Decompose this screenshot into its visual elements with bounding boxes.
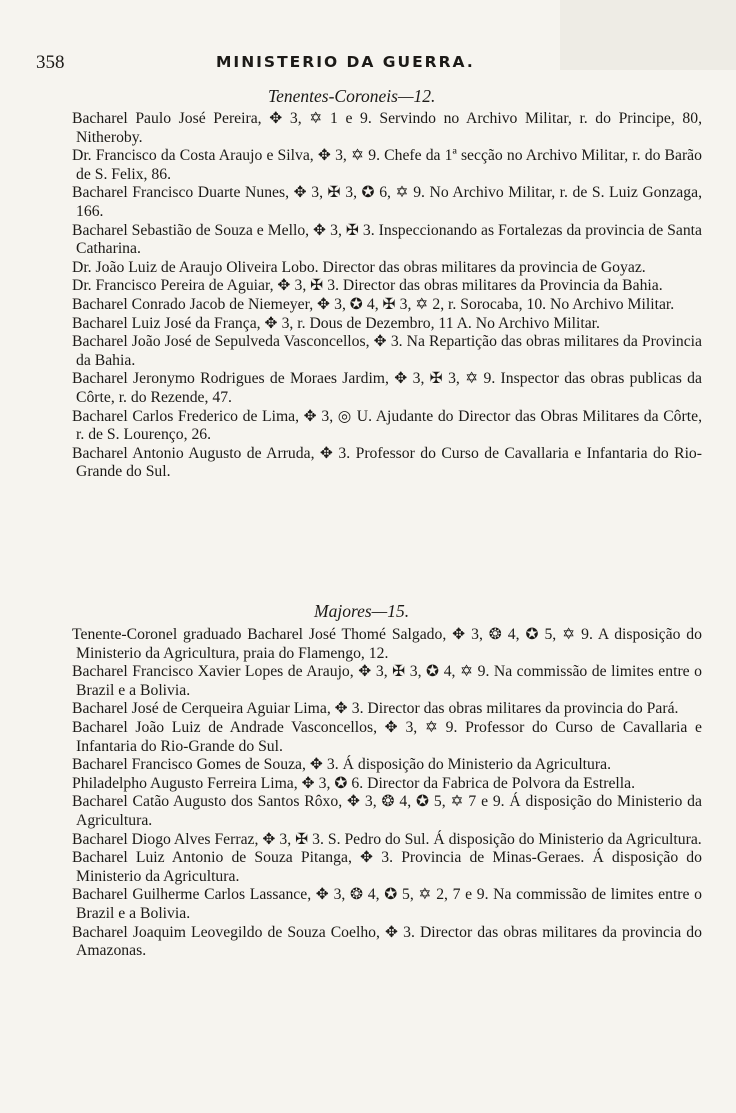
list-item: Bacharel Joaquim Leovegildo de Souza Coelho, ✥ 3. Director das obras militares da provincia do Amazonas. [72, 923, 702, 960]
section-title-tenentes-coroneis: Tenentes-Coroneis—12. [268, 86, 436, 106]
list-item: Bacharel Carlos Frederico de Lima, ✥ 3, ◎ U. Ajudante do Director das Obras Militares da Côrte, r. de S. Lourenço, 26. [72, 407, 702, 444]
list-item: Bacharel Conrado Jacob de Niemeyer, ✥ 3, ✪ 4, ✠ 3, ✡ 2, r. Sorocaba, 10. No Archivo Militar. [72, 295, 675, 313]
list-item: Dr. Francisco Pereira de Aguiar, ✥ 3, ✠ 3. Director das obras militares da Provincia da Bahia. [72, 277, 663, 295]
page-header [36, 52, 676, 78]
running-head: MINISTERIO DA GUERRA. [216, 53, 475, 71]
list-item: Bacharel João José de Sepulveda Vasconcellos, ✥ 3. Na Repartição das obras militares da Provincia da Bahia. [72, 333, 702, 369]
list-item: Bacharel Catão Augusto dos Santos Rôxo, ✥ 3, ❂ 4, ✪ 5, ✡ 7 e 9. Á disposição do Ministerio da Agricultura. [72, 793, 702, 829]
list-item: Philadelpho Augusto Ferreira Lima, ✥ 3, ✪ 6. Director da Fabrica de Polvora da Estrella. [72, 774, 636, 792]
list-item: Bacharel José de Cerqueira Aguiar Lima, ✥ 3. Director das obras militares da provincia do Pará. [72, 700, 679, 718]
page-number: 358 [36, 52, 65, 73]
list-item: Dr. João Luiz de Araujo Oliveira Lobo. Director das obras militares da provincia de Goyaz. [72, 258, 646, 276]
list-item: Bacharel Diogo Alves Ferraz, ✥ 3, ✠ 3. S. Pedro do Sul. Á disposição do Ministerio da Agricultura. [72, 830, 702, 848]
list-item: Bacharel João Luiz de Andrade Vasconcellos, ✥ 3, ✡ 9. Professor do Curso de Cavallaria e Infantaria do Rio-Grande do Sul. [72, 718, 702, 755]
list-item: Bacharel Francisco Gomes de Souza, ✥ 3. Á disposição do Ministerio da Agricultura. [72, 756, 611, 774]
entry-list-majores [52, 626, 702, 961]
list-item: Bacharel Paulo José Pereira, ✥ 3, ✡ 1 e 9. Servindo no Archivo Militar, r. do Principe, 80, Nitheroby. [72, 110, 702, 146]
list-item: Bacharel Luiz Antonio de Souza Pitanga, ✥ 3. Provincia de Minas-Geraes. Á disposição do Ministerio da Agricultura. [72, 849, 702, 885]
list-item: Bacharel Luiz José da França, ✥ 3, r. Dous de Dezembro, 11 A. No Archivo Militar. [72, 314, 600, 332]
list-item: Bacharel Jeronymo Rodrigues de Moraes Jardim, ✥ 3, ✠ 3, ✡ 9. Inspector das obras publicas da Côrte, r. do Rezende, 47. [72, 370, 702, 406]
list-item: Bacharel Francisco Duarte Nunes, ✥ 3, ✠ 3, ✪ 6, ✡ 9. No Archivo Militar, r. de S. Luiz Gonzaga, 166. [72, 184, 702, 220]
list-item: Bacharel Francisco Xavier Lopes de Araujo, ✥ 3, ✠ 3, ✪ 4, ✡ 9. Na commissão de limites entre o Brazil e a Bolivia. [72, 663, 702, 699]
list-item: Bacharel Antonio Augusto de Arruda, ✥ 3. Professor do Curso de Cavallaria e Infantaria do Rio-Grande do Sul. [72, 444, 702, 481]
list-item: Dr. Francisco da Costa Araujo e Silva, ✥ 3, ✡ 9. Chefe da 1ª secção no Archivo Militar, r. do Barão de S. Felix, 86. [72, 147, 702, 183]
list-item: Bacharel Sebastião de Souza e Mello, ✥ 3, ✠ 3. Inspeccionando as Fortalezas da provincia de Santa Catharina. [72, 221, 702, 258]
entry-list-tenentes-coroneis [52, 110, 702, 482]
section-title-majores: Majores—15. [314, 601, 410, 621]
list-item: Tenente-Coronel graduado Bacharel José Thomé Salgado, ✥ 3, ❂ 4, ✪ 5, ✡ 9. A disposição do Ministerio da Agricultura, praia do Flamengo, 12. [72, 626, 702, 662]
list-item: Bacharel Guilherme Carlos Lassance, ✥ 3, ❂ 4, ✪ 5, ✡ 2, 7 e 9. Na commissão de limites entre o Brazil e a Bolivia. [72, 886, 702, 922]
